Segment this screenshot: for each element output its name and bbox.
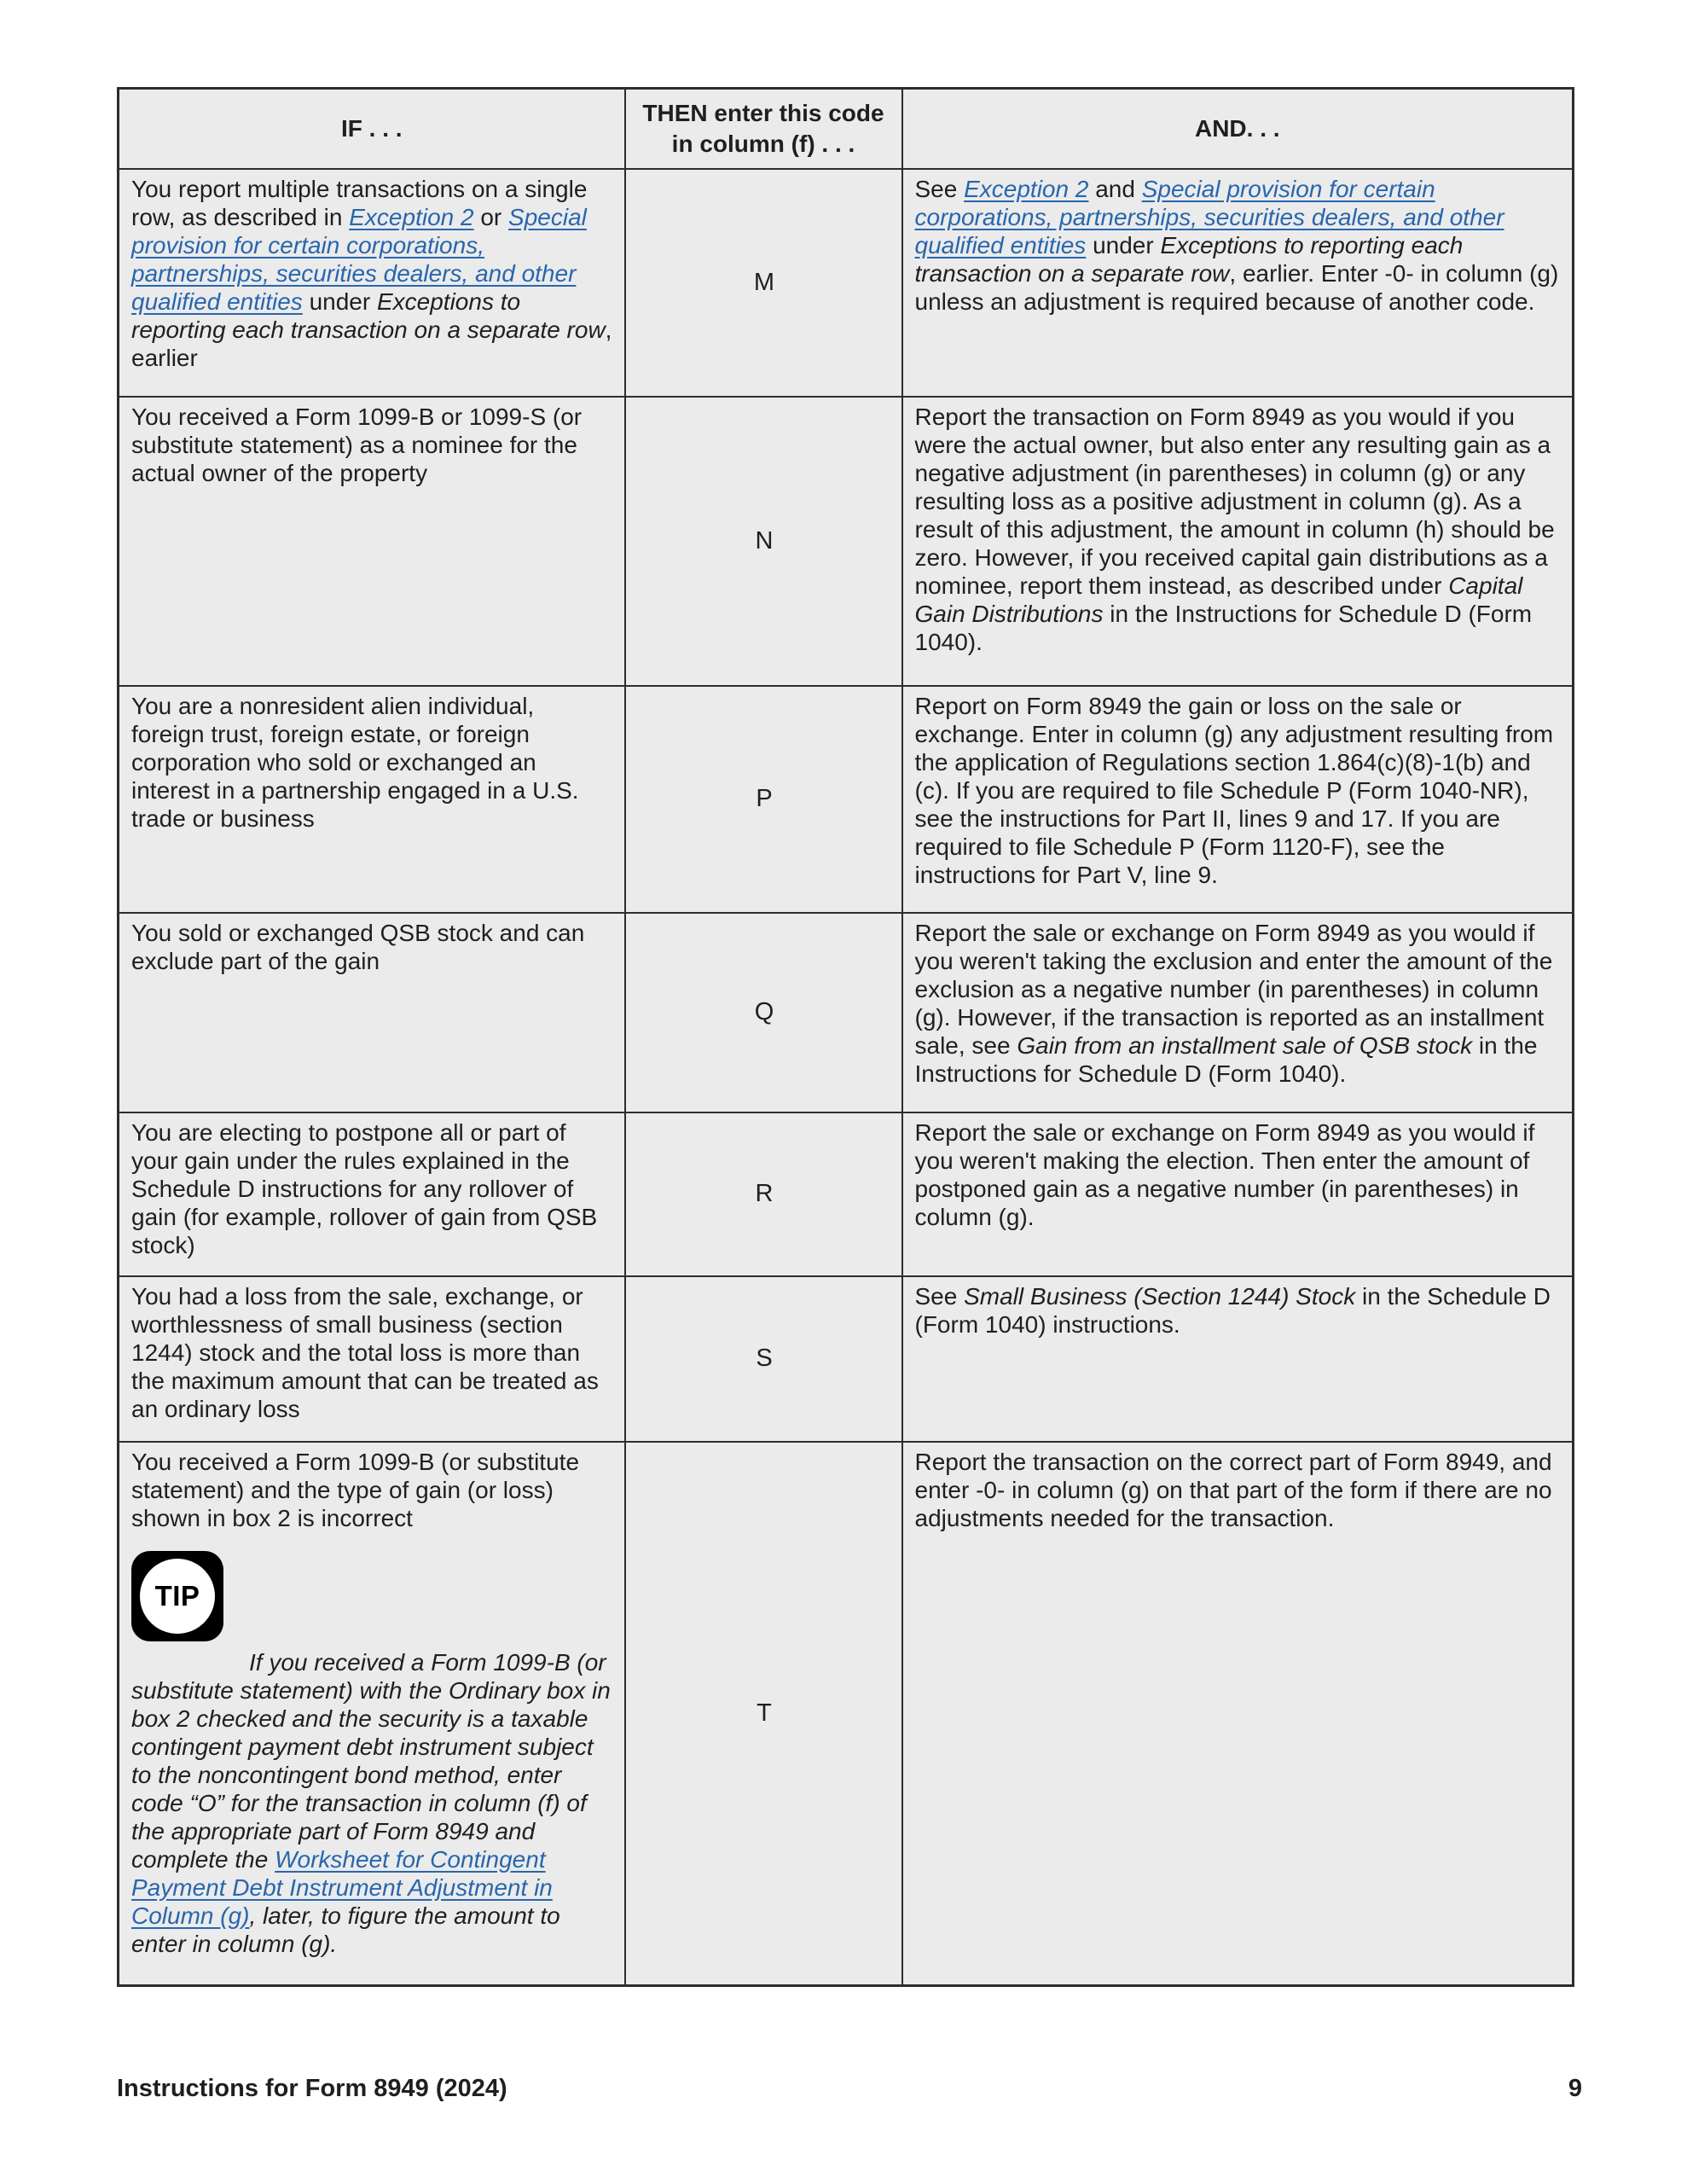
tip-icon-circle <box>140 1559 215 1634</box>
if-cell <box>119 686 625 913</box>
link[interactable]: Exception 2 <box>964 175 1089 202</box>
text-segment: You are a nonresident alien individual, foreign trust, foreign estate, or foreign corporation who sold or exchanged an interest in a partnership engaged in a U.S. trade or business <box>131 692 579 832</box>
table-header-row <box>119 89 1574 169</box>
and-cell <box>902 1442 1574 1986</box>
text-segment: Exceptions to reporting each transaction on a separate row <box>914 231 1464 287</box>
and-cell <box>902 686 1574 913</box>
table-row <box>119 686 1574 913</box>
and-cell <box>902 397 1574 686</box>
text-segment: Report the transaction on the correct part of Form 8949, and enter -0- in column (g) on that part of the form if there are no adjustments needed for the transaction. <box>914 1448 1552 1531</box>
table-row <box>119 913 1574 1112</box>
text-segment: Report the sale or exchange on Form 8949 as you would if you weren't making the election. Then enter the amount of postponed gain as a negative number (in parentheses) in column (g). <box>914 1118 1535 1230</box>
text-segment: You sold or exchanged QSB stock and can exclude part of the gain <box>131 919 585 974</box>
text-segment: You are electing to postpone all or part of your gain under the rules explained in the Schedule D instructions for any rollover of gain (for example, rollover of gain from QSB stock) <box>131 1118 598 1258</box>
and-cell <box>902 1112 1574 1276</box>
and-cell <box>902 169 1574 397</box>
table-row <box>119 1112 1574 1276</box>
table-row <box>119 397 1574 686</box>
column-header-if: IF . . . <box>119 89 625 169</box>
footer-page-number: 9 <box>1568 2075 1582 2102</box>
code-cell: R <box>625 1112 902 1276</box>
if-cell <box>119 397 625 686</box>
if-cell <box>119 913 625 1112</box>
tip-block <box>131 1551 614 1958</box>
text-segment: Report on Form 8949 the gain or loss on the sale or exchange. Enter in column (g) any adjustment resulting from the application of Regulations section 1.864(c)(8)-1(b) and (c). If you are required to file Schedule P (Form 1040-NR), see the instructions for Part II, lines 9 and 17. If you are required to file Schedule P (Form 1120-F), see the instructions for Part V, line 9. <box>914 692 1554 888</box>
text-segment: Capital Gain Distributions <box>914 572 1523 627</box>
text-segment: You received a Form 1099-B or 1099-S (or substitute statement) as a nominee for the actual owner of the property <box>131 403 583 486</box>
row-condition-text <box>131 1448 614 1532</box>
link[interactable]: Exception 2 <box>349 203 474 230</box>
form-8949-code-table <box>117 87 1574 1987</box>
footer-title: Instructions for Form 8949 (2024) <box>117 2075 507 2102</box>
page-footer <box>117 2075 1582 2103</box>
and-cell <box>902 913 1574 1112</box>
if-cell <box>119 1276 625 1442</box>
table-row <box>119 1276 1574 1442</box>
code-cell: P <box>625 686 902 913</box>
text-segment: You received a Form 1099-B (or substitute statement) and the type of gain (or loss) shown in box 2 is incorrect <box>131 1448 580 1531</box>
column-header-and: AND. . . <box>902 89 1574 169</box>
and-cell <box>902 1276 1574 1442</box>
table-row <box>119 1442 1574 1986</box>
code-cell: N <box>625 397 902 686</box>
text-segment: in the Instructions for Schedule D (Form 1040). <box>914 1031 1538 1087</box>
text-segment: Report the transaction on Form 8949 as you would if you were the actual owner, but also enter any resulting gain as a negative adjustment (in parentheses) in column (g) or any resulting loss as a positive adjustment in column (g). As a result of this adjustment, the amount in column (h) should be zero. However, if you received capital gain distributions as a nominee, report them instead, as described under <box>914 403 1555 599</box>
code-cell: S <box>625 1276 902 1442</box>
text-segment: You report multiple transactions on a single row, as described in <box>131 175 588 230</box>
if-cell <box>119 1112 625 1276</box>
text-segment: If you received a Form 1099-B (or substitute statement) with the Ordinary box in box 2 checked and the security is a taxable contingent payment debt instrument subject to the noncontingent bond method, enter code “O” for the transaction in column (f) of the appropriate part of Form 8949 and complete the <box>131 1648 611 1873</box>
if-cell <box>119 1442 625 1986</box>
text-segment: in the Instructions for Schedule D (Form 1040). <box>914 600 1533 655</box>
text-segment: Small Business (Section 1244) Stock <box>964 1282 1356 1310</box>
if-cell <box>119 169 625 397</box>
text-segment: in the Schedule D (Form 1040) instructions. <box>914 1282 1551 1338</box>
table-row <box>119 169 1574 397</box>
code-cell: T <box>625 1442 902 1986</box>
text-segment: Exceptions to reporting each transaction on a separate row <box>131 288 606 343</box>
text-segment: under <box>302 288 377 315</box>
tip-paragraph <box>131 1648 614 1958</box>
text-segment: and <box>1088 175 1142 202</box>
text-segment: , earlier. Enter -0- in column (g) unless an adjustment is required because of another code. <box>914 259 1559 315</box>
text-segment: , later, to figure the amount to enter in column (g). <box>131 1902 560 1957</box>
text-segment: You had a loss from the sale, exchange, or worthlessness of small business (section 1244) stock and the total loss is more than the maximum amount that can be treated as an ordinary loss <box>131 1282 599 1422</box>
code-cell: Q <box>625 913 902 1112</box>
link[interactable]: Special provision for certain corporations, partnerships, securities dealers, and other qualified entities <box>914 175 1504 258</box>
code-cell: M <box>625 169 902 397</box>
tip-icon-label: TIP <box>154 1580 200 1612</box>
link[interactable]: Special provision for certain corporations, partnerships, securities dealers, and other qualified entities <box>131 203 587 315</box>
text-segment: under <box>1086 231 1161 258</box>
text-segment: See <box>914 175 965 202</box>
text-segment: , earlier <box>131 316 612 371</box>
text-segment: Gain from an installment sale of QSB stock <box>1017 1031 1473 1059</box>
column-header-then: THEN enter this code in column (f) . . . <box>625 89 902 169</box>
link[interactable]: Worksheet for Contingent Payment Debt Instrument Adjustment in Column (g) <box>131 1845 553 1929</box>
text-segment: See <box>914 1282 965 1310</box>
text-segment: or <box>473 203 509 230</box>
text-segment: Report the sale or exchange on Form 8949 as you would if you weren't taking the exclusion and enter the amount of the exclusion as a negative number (in parentheses) in column (g). However, if the transaction is reported as an installment sale, see <box>914 919 1553 1059</box>
tip-icon <box>131 1551 223 1641</box>
